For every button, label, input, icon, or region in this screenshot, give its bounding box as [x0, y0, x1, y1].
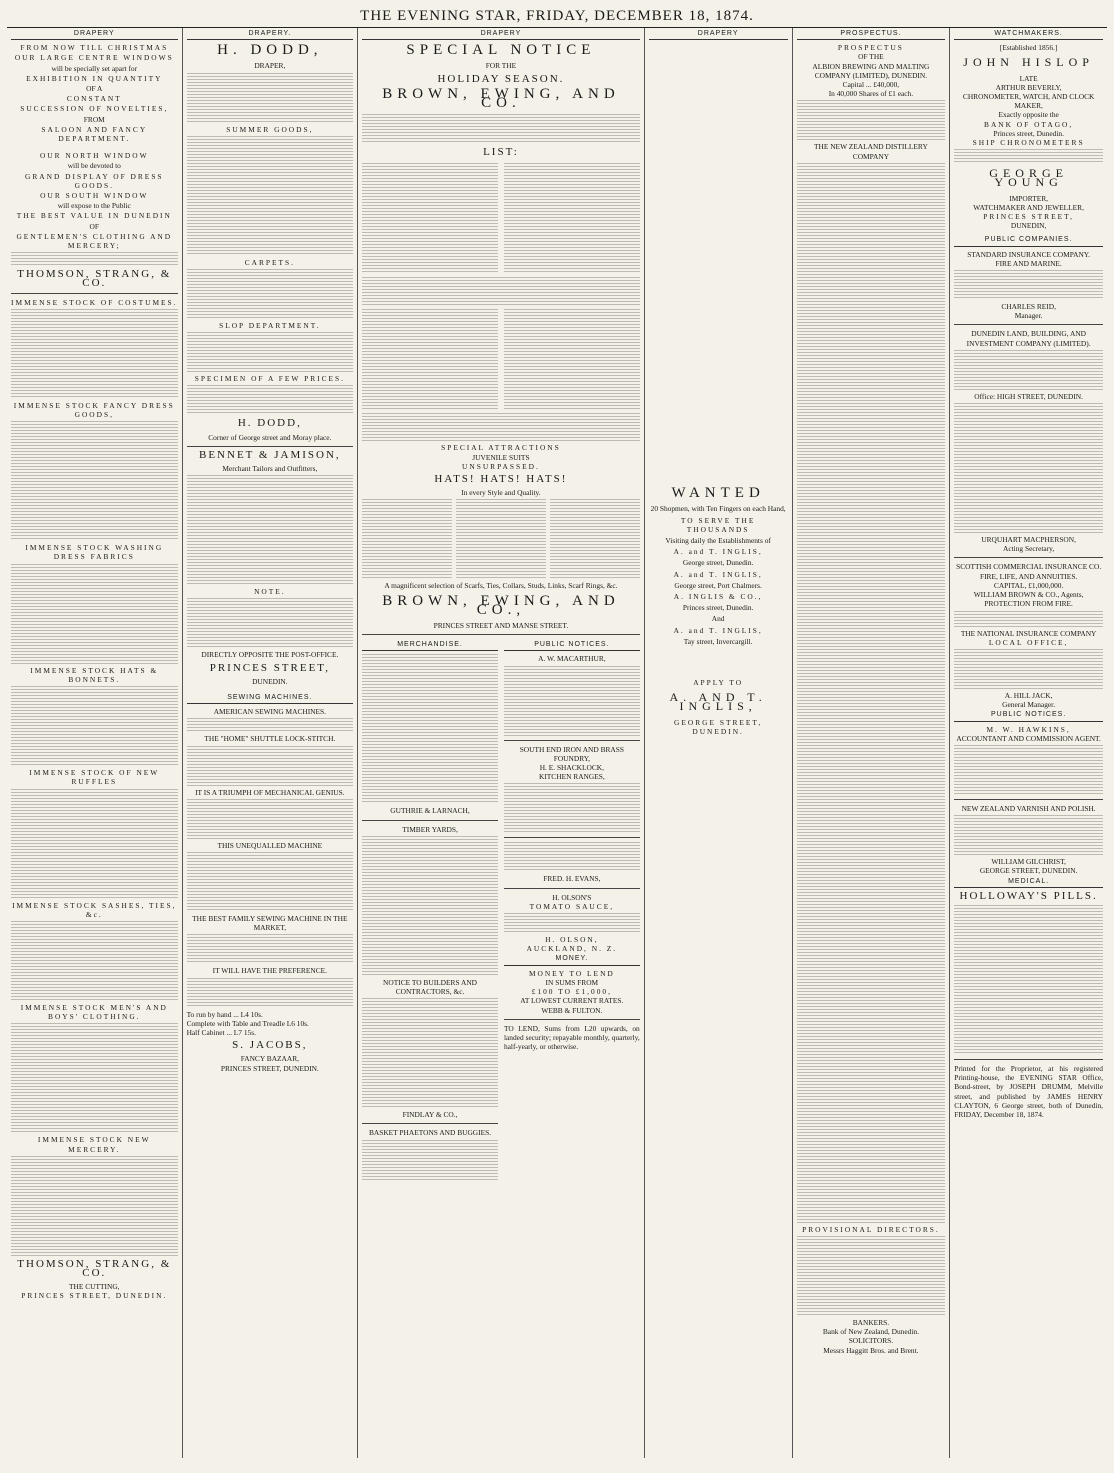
firm-sub: FIRE AND MARINE.	[995, 258, 1062, 268]
section-head: SOLICITORS.	[848, 1336, 894, 1346]
address: DIRECTLY OPPOSITE THE POST-OFFICE.	[201, 650, 339, 660]
ad-line: OUR LARGE CENTRE WINDOWS	[14, 53, 174, 63]
text-block	[11, 421, 178, 541]
firm-name: FRED. H. EVANS,	[543, 874, 601, 884]
title: General Manager.	[1002, 700, 1056, 710]
section-head: LIST:	[483, 146, 519, 159]
address: Exactly opposite the	[998, 110, 1059, 120]
window-ad	[11, 43, 178, 250]
section-head: MONEY TO LEND	[528, 968, 615, 978]
text-block	[187, 978, 354, 1008]
firm-sub: LATE	[1019, 73, 1038, 83]
firm-name: M. W. HAWKINS,	[986, 724, 1071, 734]
company-name: ALBION BREWING AND MALTING COMPANY (LIMITED), DUNEDIN.	[812, 61, 930, 80]
address: PRINCES STREET,	[983, 212, 1074, 222]
firm-address: PRINCES STREET, DUNEDIN.	[21, 1291, 168, 1301]
firm-name: THE NATIONAL INSURANCE COMPANY	[960, 628, 1097, 638]
ad-line: FROM	[83, 114, 105, 124]
price-line: Half Cabinet ... L7 15s.	[186, 1028, 256, 1038]
trade: CHRONOMETER, WATCH, AND CLOCK MAKER,	[962, 92, 1095, 111]
solicitors: Messrs Haggitt Bros. and Brent.	[823, 1345, 919, 1355]
text-block	[11, 789, 178, 899]
masthead: THE EVENING STAR, FRIDAY, DECEMBER 18, 1874.	[7, 5, 1107, 28]
section-head: IMMENSE STOCK WASHING DRESS FABRICS	[25, 543, 164, 562]
section-head: CARPETS.	[244, 257, 295, 267]
firm-name: SCOTTISH COMMERCIAL INSURANCE CO.	[956, 562, 1102, 572]
shares: In 40,000 Shares of £1 each.	[828, 89, 914, 99]
ad-line: George street, Port Chalmers.	[674, 580, 762, 590]
section-head: AMERICAN SEWING MACHINES.	[213, 707, 326, 717]
text-block	[362, 114, 640, 144]
blank-space	[649, 43, 788, 483]
ad-line: A. and T. INGLIS,	[673, 569, 763, 579]
capital: CAPITAL, £1,000,000.	[993, 580, 1064, 590]
text-block	[187, 332, 354, 372]
section-head: THE NEW ZEALAND DISTILLERY COMPANY	[814, 142, 928, 161]
section-head: THE "HOME" SHUTTLE LOCK-STITCH.	[204, 734, 336, 744]
city: DUNEDIN,	[1010, 221, 1047, 231]
text-block	[504, 666, 640, 736]
text-block	[362, 1140, 498, 1180]
notice-sub: FOR THE	[485, 61, 517, 71]
ad-line: Tay street, Invercargill.	[683, 636, 753, 646]
text-block	[11, 921, 178, 1001]
firm-name: H. DODD,	[217, 42, 323, 59]
section-head: IMMENSE STOCK FANCY DRESS GOODS,	[13, 400, 175, 420]
section-head: SOUTH END IRON AND BRASS FOUNDRY,	[519, 744, 624, 763]
firm-sub: Merchant Tailors and Outfitters,	[222, 464, 318, 474]
text-block	[504, 163, 640, 273]
signature: URQUHART MACPHERSON,	[981, 535, 1076, 545]
section-head: SPECIAL ATTRACTIONS	[441, 443, 561, 453]
signature: A. HILL JACK,	[1004, 690, 1053, 700]
section-sub: In every Style and Quality.	[461, 488, 541, 498]
section-sub: AT LOWEST CURRENT RATES.	[520, 996, 624, 1006]
firm-name: STANDARD INSURANCE COMPANY.	[967, 249, 1091, 259]
cheap-list	[362, 307, 640, 411]
text-block	[11, 252, 178, 266]
firm-name: FINDLAY & CO.,	[402, 1110, 458, 1120]
text-block	[362, 499, 452, 579]
text-block	[550, 499, 640, 579]
ad-line: THE BEST VALUE IN DUNEDIN	[16, 211, 172, 221]
street: PRINCES STREET,	[209, 661, 330, 674]
ad-line: GRAND DISPLAY OF DRESS GOODS.	[25, 171, 164, 190]
text-block	[504, 309, 640, 409]
section-head: THE BEST FAMILY SEWING MACHINE IN THE MARKET,	[192, 914, 348, 933]
firm-sub: DRAPER,	[254, 61, 286, 71]
section-head: PROVISIONAL DIRECTORS.	[802, 1224, 940, 1234]
text-block	[187, 598, 354, 648]
ad-line: OF A	[86, 84, 103, 94]
section-sub: IN SUMS FROM	[545, 977, 599, 987]
section-head: IMMENSE STOCK SASHES, TIES, &c.	[12, 900, 177, 919]
section-head: TIMBER YARDS,	[402, 824, 458, 834]
text-block	[362, 163, 498, 273]
section-sub: KITCHEN RANGES,	[538, 772, 605, 782]
section-sub: UNSURPASSED.	[462, 461, 540, 471]
public-notices-col	[504, 639, 640, 1181]
section-head: IMMENSE STOCK MEN'S AND BOYS' CLOTHING.	[20, 1002, 168, 1022]
capital: Capital ... £40,000,	[842, 80, 900, 90]
text-block	[954, 149, 1103, 163]
column-3	[358, 28, 645, 1458]
section-head: BASKET PHAETONS AND BUGGIES.	[368, 1128, 492, 1138]
section-banner: MEDICAL.	[954, 876, 1103, 888]
column-4	[645, 28, 793, 1458]
columns	[7, 28, 1107, 1458]
text-block	[362, 654, 498, 804]
firm-name: BROWN, EWING, AND CO.	[382, 85, 620, 112]
ad-line: will expose to the Public	[57, 201, 131, 211]
price-line: Complete with Table and Treadle L6 10s.	[186, 1018, 309, 1028]
text-block	[954, 270, 1103, 300]
firm-name: S. JACOBS,	[232, 1039, 308, 1052]
firm-sub: THE CUTTING,	[69, 1282, 120, 1292]
ad-line: GENTLEMEN'S CLOTHING AND MERCERY;	[16, 231, 173, 251]
column-head: DRAPERY	[11, 28, 178, 40]
section-head: SLOP DEPARTMENT.	[219, 321, 321, 331]
column-head: WATCHMAKERS.	[954, 28, 1103, 40]
text-block	[954, 649, 1103, 689]
ad-line: OUR SOUTH WINDOW	[40, 191, 149, 201]
product-name: TOMATO SAUCE,	[529, 901, 615, 911]
ad-line: TO SERVE THE THOUSANDS	[680, 515, 756, 534]
section-banner: SEWING MACHINES.	[187, 692, 354, 704]
section-head: SHIP CHRONOMETERS	[972, 138, 1085, 148]
text-block	[187, 799, 354, 839]
text-block	[187, 718, 354, 732]
ad-line: APPLY TO	[693, 678, 744, 688]
firm-name: BENNET & JAMISON,	[199, 448, 341, 461]
firm-name: A. W. MACARTHUR,	[538, 654, 606, 664]
text-block	[504, 913, 640, 933]
bank: Bank of New Zealand, Dunedin.	[822, 1327, 919, 1337]
column-2	[183, 28, 359, 1458]
newspaper-page	[7, 5, 1107, 1463]
imprint: Printed for the Proprietor, at his registered Printing-house, the EVENING STAR Office, Bond-street, by JOSEPH DRUMM, Melville street, and published by JAMES HENRY CLAYTON, 6 George street, both of Dunedin, FRIDAY, December 18, 1874.	[954, 1063, 1103, 1119]
merchandise-col	[362, 639, 498, 1181]
column-6	[950, 28, 1107, 1458]
section-head: SPECIMEN OF A FEW PRICES.	[194, 374, 345, 384]
text-block	[954, 745, 1103, 795]
product-name: HOLLOWAY'S PILLS.	[959, 889, 1098, 902]
ad-line: OUR NORTH WINDOW	[39, 151, 149, 161]
ad-line: George street, Dunedin.	[682, 558, 754, 568]
section-banner: MERCHANDISE.	[362, 639, 498, 651]
text-block	[456, 499, 546, 579]
column-head: DRAPERY.	[187, 28, 354, 40]
ad-line: A. INGLIS & CO.,	[673, 592, 763, 602]
price-line: To run by hand ... L4 10s.	[186, 1009, 263, 1019]
section-head: NOTICE TO BUILDERS AND CONTRACTORS, &c.	[383, 977, 478, 997]
section-sub: JUVENILE SUITS	[472, 452, 530, 462]
column-5	[793, 28, 951, 1458]
firm-name: GEORGE YOUNG	[989, 166, 1068, 190]
section-head: IMMENSE STOCK NEW MERCERY.	[37, 1135, 151, 1154]
text-block	[954, 350, 1103, 390]
signature: WILLIAM GILCHRIST,	[991, 857, 1066, 867]
section-head: SUMMER GOODS,	[226, 124, 314, 134]
title: Acting Secretary,	[1003, 544, 1055, 554]
firm-name: THOMSON, STRANG, & CO.	[17, 268, 172, 290]
ad-line: SUCCESSION OF NOVELTIES,	[20, 104, 169, 114]
firm-name: WEBB & FULTON.	[541, 1005, 603, 1015]
ad-line: SALOON AND FANCY DEPARTMENT.	[41, 124, 148, 144]
ad-line: A. and T. INGLIS,	[673, 625, 763, 635]
section-banner: PUBLIC COMPANIES.	[954, 234, 1103, 246]
ad-line: EXHIBITION IN QUANTITY	[26, 73, 163, 83]
wanted-title: WANTED	[671, 485, 765, 502]
text-block	[362, 277, 640, 305]
firm-name: GUTHRIE & LARNACH,	[390, 806, 470, 816]
text-block	[187, 269, 354, 319]
address: AUCKLAND, N. Z.	[526, 944, 618, 954]
section-head: BANKERS.	[852, 1318, 890, 1328]
ad-line: A. and T. INGLIS,	[673, 547, 763, 557]
text-block	[362, 309, 498, 409]
ad-line: FROM NOW TILL CHRISTMAS	[20, 43, 169, 53]
firm-sub: FIRE, LIFE, AND ANNUITIES.	[979, 571, 1078, 581]
section-head: IMMENSE STOCK OF NEW RUFFLES	[29, 768, 160, 787]
address: BANK OF OTAGO,	[984, 119, 1074, 129]
text-block	[504, 842, 640, 872]
section-head: PROTECTION FROM FIRE.	[984, 599, 1073, 609]
column-head: DRAPERY	[362, 28, 640, 40]
section-head: IMMENSE STOCK OF COSTUMES.	[11, 297, 178, 307]
section-head: LOCAL OFFICE,	[988, 637, 1069, 647]
section-sub: £100 TO £1,000,	[531, 987, 612, 997]
address: Princes street, Dunedin.	[993, 128, 1064, 138]
established: [Established 1856.]	[999, 43, 1058, 53]
firm-name: DUNEDIN LAND, BUILDING, AND INVESTMENT COMPANY (LIMITED).	[966, 329, 1091, 348]
address: PRINCES STREET, DUNEDIN.	[220, 1063, 319, 1073]
section-head: IT IS A TRIUMPH OF MECHANICAL GENIUS.	[195, 787, 345, 797]
notice-title: SPECIAL NOTICE	[406, 42, 596, 59]
firm-name: JOHN HISLOP	[963, 55, 1094, 70]
text-block	[187, 746, 354, 786]
text-block	[11, 309, 178, 399]
address: Corner of George street and Moray place.	[208, 432, 332, 442]
ad-line: Princes street, Dunedin.	[682, 603, 754, 613]
signature: H. DODD,	[237, 417, 302, 430]
firm-sub: IMPORTER,	[1009, 193, 1049, 203]
signature: CHARLES REID,	[1001, 302, 1056, 312]
section-head: IMMENSE STOCK HATS & BONNETS.	[30, 665, 159, 684]
text-block	[954, 815, 1103, 855]
ad-line: OF	[89, 221, 99, 231]
text-block	[797, 1236, 946, 1316]
address: Office: HIGH STREET, DUNEDIN.	[974, 391, 1083, 401]
text-block	[362, 836, 498, 976]
text-block	[11, 686, 178, 766]
section-banner: MONEY.	[504, 953, 640, 965]
title: Manager.	[1014, 311, 1043, 321]
text-block	[797, 100, 946, 140]
text-block	[362, 998, 498, 1108]
ad-line: 20 Shopmen, with Ten Fingers on each Hand,	[650, 504, 786, 514]
text-block	[187, 385, 354, 415]
ad-line: will be specially set apart for	[51, 63, 138, 73]
lower-split	[362, 639, 640, 1181]
section-head: IT WILL HAVE THE PREFERENCE.	[212, 966, 328, 976]
firm-name: BROWN, EWING, AND CO.,	[382, 592, 620, 618]
section-head: NOTE.	[254, 587, 286, 597]
text-block	[11, 1156, 178, 1256]
text-block	[954, 611, 1103, 627]
notice-title: HOLIDAY SEASON.	[437, 72, 565, 85]
notice-line: TO LEND, Sums from L20 upwards, on landed security; repayable monthly, quarterly, half-yearly, or otherwise.	[503, 1023, 640, 1052]
ad-line: will be devoted to	[67, 161, 121, 171]
price-list	[362, 161, 640, 275]
city: DUNEDIN.	[252, 676, 288, 686]
firm-sub: FANCY BAZAAR,	[240, 1054, 299, 1064]
firm-name: H. OLSON,	[545, 935, 599, 945]
text-block	[797, 163, 946, 1223]
ad-line: Visiting daily the Establishments of	[665, 536, 771, 546]
section-banner: PUBLIC NOTICES.	[954, 709, 1103, 721]
hats-list	[362, 497, 640, 581]
text-block	[187, 136, 354, 256]
ad-line: And	[711, 614, 725, 624]
text-block	[362, 413, 640, 441]
firm-sub: ARTHUR BEVERLY,	[995, 82, 1062, 92]
trade: WATCHMAKER AND JEWELLER,	[973, 202, 1084, 212]
trade: ACCOUNTANT AND COMMISSION AGENT.	[956, 733, 1101, 743]
firm-name: A. AND T. INGLIS,	[669, 690, 767, 714]
prospectus-sub: OF THE	[858, 52, 884, 62]
notice-line: A magnificent selection of Scarfs, Ties, Collars, Studs, Links, Scarf Rings, &c.	[384, 581, 618, 591]
prospectus-title: PROSPECTUS	[837, 43, 904, 53]
city: DUNEDIN.	[692, 726, 744, 736]
section-head: THIS UNEQUALLED MACHINE	[217, 840, 323, 850]
text-block	[11, 564, 178, 664]
address: GEORGE STREET, DUNEDIN.	[979, 866, 1078, 876]
ad-line: CONSTANT	[66, 94, 122, 104]
firm-name: THOMSON, STRANG, & CO.	[17, 1257, 172, 1279]
text-block	[954, 403, 1103, 533]
column-head: DRAPERY	[649, 28, 788, 40]
text-block	[187, 934, 354, 964]
section-head: HATS! HATS! HATS!	[434, 473, 568, 486]
text-block	[187, 73, 354, 123]
column-head: PROSPECTUS.	[797, 28, 946, 40]
agents: WILLIAM BROWN & CO., Agents,	[973, 590, 1084, 600]
text-block	[187, 475, 354, 585]
text-block	[954, 905, 1103, 1055]
section-head: NEW ZEALAND VARNISH AND POLISH.	[961, 803, 1096, 813]
text-block	[187, 852, 354, 912]
text-block	[504, 783, 640, 833]
column-1	[7, 28, 183, 1458]
text-block	[11, 1023, 178, 1133]
address: GEORGE STREET,	[674, 717, 763, 727]
section-banner: PUBLIC NOTICES.	[504, 639, 640, 651]
address: PRINCES STREET AND MANSE STREET.	[433, 621, 569, 631]
firm-name: H. E. SHACKLOCK,	[539, 763, 604, 773]
firm-name: H. OLSON'S	[552, 892, 592, 902]
